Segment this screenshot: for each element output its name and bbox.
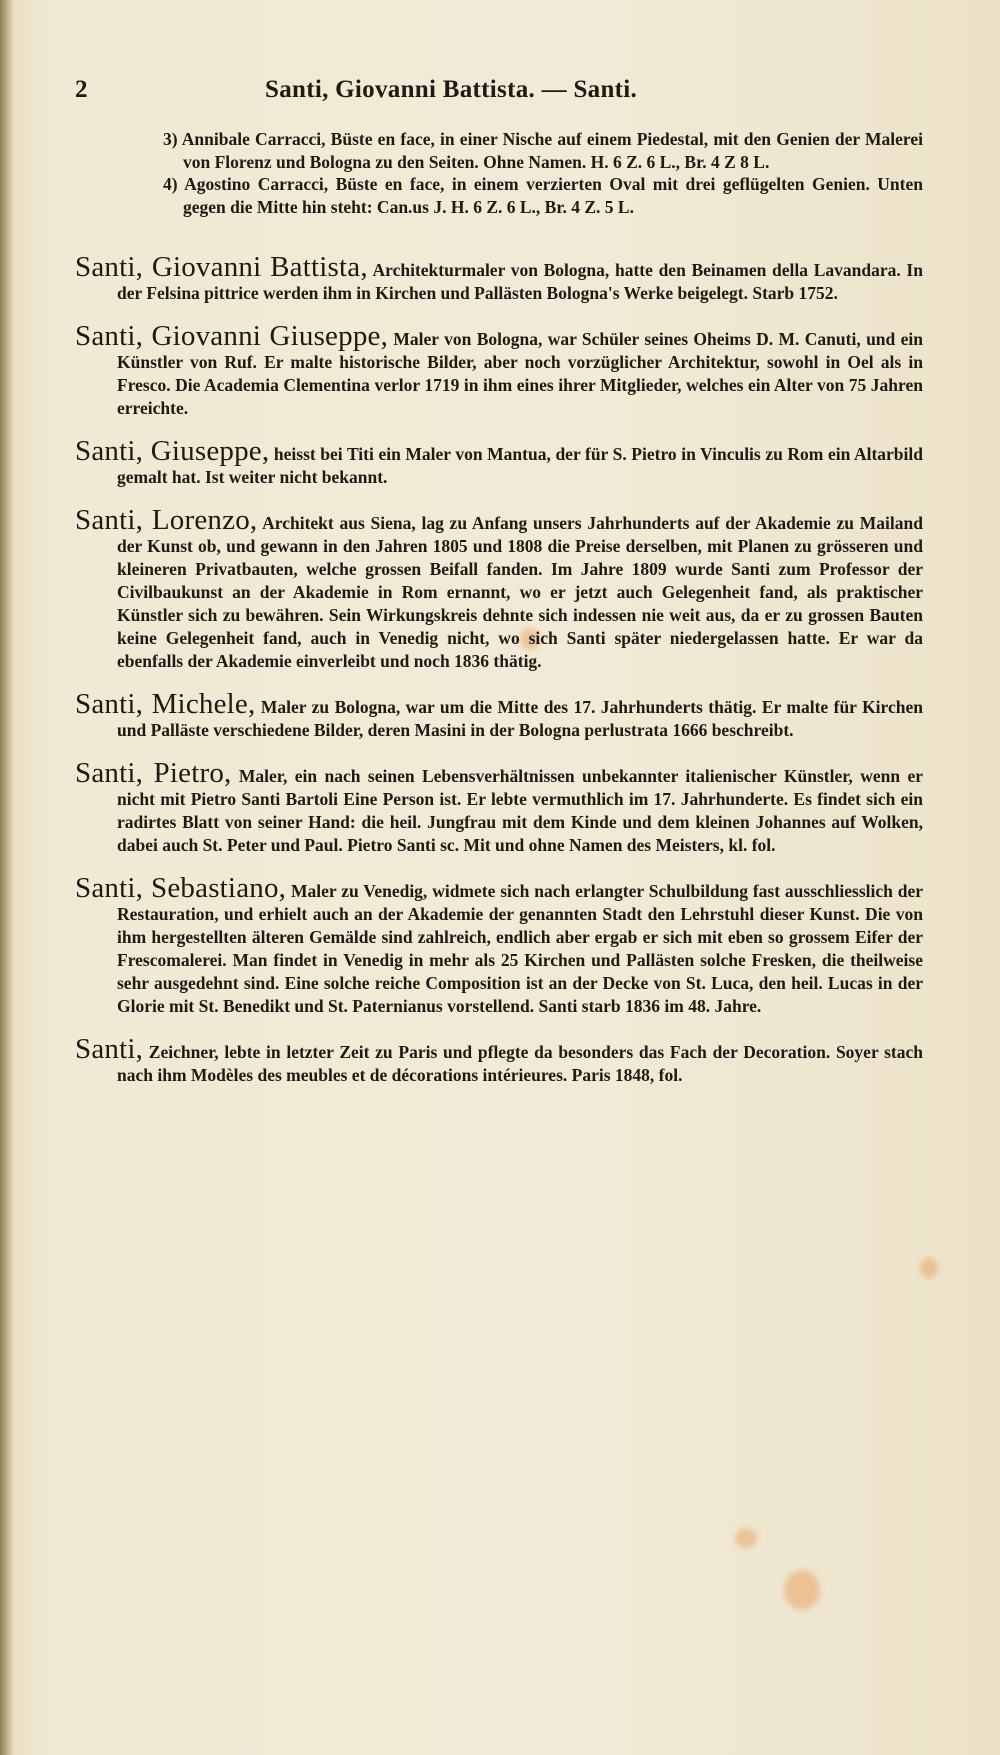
entry-name: Santi, Michele, bbox=[75, 688, 256, 720]
entry-name: Santi, Giovanni Battista, bbox=[75, 251, 368, 283]
entry-lorenzo bbox=[75, 504, 923, 673]
page-number: 2 bbox=[75, 76, 88, 103]
stain-mark bbox=[920, 1258, 938, 1278]
entry-text: Maler, ein nach seinen Lebensverhältnissen unbekannter italienischer Künstler, wenn er nicht mit Pietro Santi Bartoli Eine Person ist. Er lebte vermuthlich im 17. Jahrhunderte. Es findet sich ein radirtes Blatt von seiner Hand: die heil. Jungfrau mit dem Kinde und dem kleinen Johannes auf Wolken, dabei auch St. Peter und Paul. Pietro Santi sc. Mit und ohne Namen des Meisters, kl. fol. bbox=[117, 766, 924, 855]
entry-giuseppe bbox=[75, 435, 923, 489]
entry-name: Santi, Pietro, bbox=[75, 757, 232, 789]
entry-michele bbox=[75, 688, 923, 742]
page-body bbox=[75, 128, 923, 1107]
entry-pietro bbox=[75, 757, 924, 857]
list-item: 4) Agostino Carracci, Büste en face, in einem verzierten Oval mit drei geflügelten Genien. Unten gegen die Mitte hin steht: Can.us J. H. 6 Z. 6 L., Br. 4 Z. 5 L. bbox=[163, 174, 923, 217]
entry-giovanni-battista bbox=[75, 251, 923, 305]
entry-name: Santi, bbox=[75, 1033, 144, 1065]
entry-santi-zeichner bbox=[75, 1033, 923, 1087]
entry-giovanni-giuseppe bbox=[75, 320, 923, 420]
entry-name: Santi, Giuseppe, bbox=[75, 435, 270, 467]
stain-mark bbox=[784, 1570, 820, 1610]
entry-sebastiano bbox=[75, 872, 924, 1018]
book-spine-shadow bbox=[0, 0, 14, 1755]
entry-name: Santi, Sebastiano, bbox=[75, 872, 287, 904]
entry-text: Maler zu Venedig, widmete sich nach erlangter Schulbildung fast ausschliesslich der Restauration, und erhielt auch an der Akademie der genannten Stadt den Lehrstuhl dieser Kunst. Die von ihm hergestellten älteren Gemälde sind zahlreich, endlich aber ergab er sich mit eben so grossem Eifer der Frescomalerei. Man findet in Venedig in mehr als 25 Kirchen und Pallästen solche Fresken, die theilweise sehr ausgedehnt sind. Eine solche reiche Composition ist an der Decke von St. Luca, den heil. Lucas in der Glorie mit St. Benedikt und St. Paternianus vorstellend. Santi starb 1836 im 48. Jahre. bbox=[117, 881, 924, 1016]
running-head: Santi, Giovanni Battista. — Santi. bbox=[265, 76, 638, 103]
entry-text: Maler zu Bologna, war um die Mitte des 17. Jahrhunderts thätig. Er malte für Kirchen und Palläste verschiedene Bilder, deren Masini in der Bologna perlustrata 1666 beschreibt. bbox=[117, 697, 923, 740]
entry-text: Architekt aus Siena, lag zu Anfang unsers Jahrhunderts auf der Akademie zu Mailand der Kunst ob, und gewann in den Jahren 1805 und 1808 die Preise derselben, mit Planen zu grösseren und kleineren Privatbauten, welche grossen Beifall fanden. Im Jahre 1809 wurde Santi zum Professor der Civilbaukunst an der Akademie in Rom ernannt, wo er jetzt auch Gelegenheit fand, als praktischer Künstler sich zu bewähren. Sein Wirkungskreis dehnte sich indessen nie weit aus, da er zu grossen Bauten keine Gelegenheit fand, auch in Venedig nicht, wo sich Santi später niedergelassen hatte. Er war da ebenfalls der Akademie einverleibt und noch 1836 thätig. bbox=[117, 513, 923, 671]
entry-text: Architekturmaler von Bologna, hatte den Beinamen della Lavandara. In der Felsina pittrice werden ihm in Kirchen und Pallästen Bologna's Werke beigelegt. Starb 1752. bbox=[117, 260, 923, 303]
page-header bbox=[75, 76, 945, 116]
entry-text: heisst bei Titi ein Maler von Mantua, der für S. Pietro in Vinculis zu Rom ein Altarbild gemalt hat. Ist weiter nicht bekannt. bbox=[117, 444, 923, 487]
continued-list bbox=[163, 128, 923, 218]
list-item: 3) Annibale Carracci, Büste en face, in einer Nische auf einem Piedestal, mit den Genien der Malerei von Florenz und Bologna zu den Seiten. Ohne Namen. H. 6 Z. 6 L., Br. 4 Z 8 L. bbox=[163, 129, 923, 172]
entry-name: Santi, Lorenzo, bbox=[75, 504, 258, 536]
entry-name: Santi, Giovanni Giuseppe, bbox=[75, 320, 389, 352]
entry-text: Zeichner, lebte in letzter Zeit zu Paris und pflegte da besonders das Fach der Decoration. Soyer stach nach ihm Modèles des meubles et de décorations intérieures. Paris 1848, fol. bbox=[117, 1042, 923, 1085]
entry-text: Maler von Bologna, war Schüler seines Oheims D. M. Canuti, und ein Künstler von Ruf. Er malte historische Bilder, aber noch vorzüglicher Architektur, sowohl in Oel als in Fresco. Die Academia Clementina verlor 1719 in ihm eines ihrer Mitglieder, welches ein Alter von 75 Jahren erreichte. bbox=[117, 329, 923, 418]
stain-mark bbox=[735, 1528, 757, 1548]
